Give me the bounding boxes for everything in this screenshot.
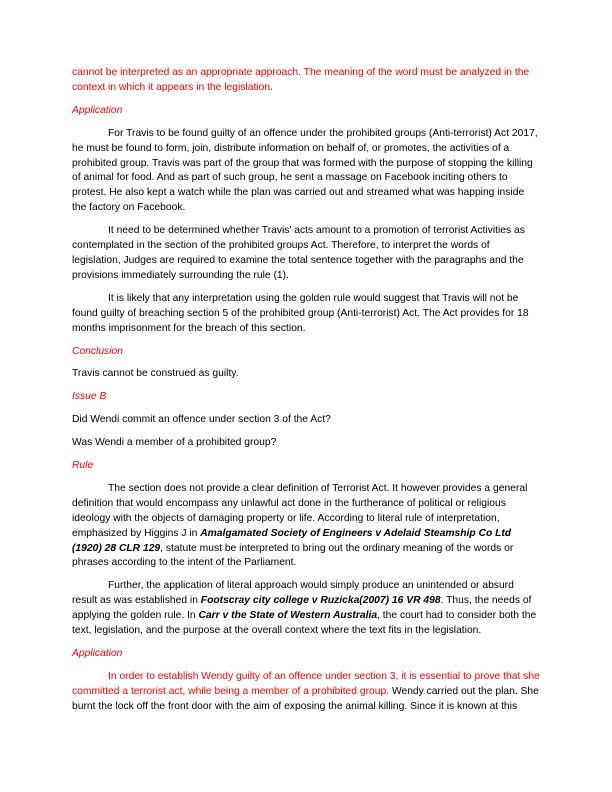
conclusion-heading: Conclusion: [72, 345, 123, 357]
rule-p2-text-c: , the court had to consider both the text, legislation, and the purpose at the overall context where the text fits in the legislation.: [72, 610, 537, 637]
intro-paragraph: cannot be interpreted as an appropriate approach. The meaning of the word must be analyzed in the context in which it appears in the legislation.: [72, 67, 530, 93]
application-b-red-text: In order to establish Wendy guilty of an offence under section 3, it is essential to prove that she committed a terrorist act, while being a member of a prohibited group.: [72, 670, 540, 697]
application-b-paragraph: [72, 670, 540, 715]
document-page: [72, 66, 540, 723]
application-paragraph-2: It need to be determined whether Travis' acts amount to a promotion of terrorist Activities as contemplated in the section of the prohibited groups Act. Therefore, to interpret the words of legislation, Judges are required to examine the total sentence together with the paragraphs and the provisions immediately surrounding the rule (1).: [72, 225, 525, 281]
issue-b-question-2: Was Wendi a member of a prohibited group?: [72, 437, 277, 449]
case-citation-carr: Carr v the State of Western Australia: [198, 610, 378, 622]
rule-p1-text-b: , statute must be interpreted to bring out the ordinary meaning of the words or phrases according to the intent of the Parliament.: [72, 542, 514, 569]
rule-p1-text-a: The section does not provide a clear definition of Terrorist Act. It however provides a general definition that would encompass any unlawful act done in the furtherance of political or religious ideology with the objects of damaging property or life. According to literal rule of interpretation, emphasized by Higgins J in: [72, 482, 528, 539]
application-heading: Application: [72, 104, 123, 116]
rule-p2-text-b: . Thus, the needs of applying the golden rule. In: [72, 595, 532, 622]
rule-paragraph-1: [72, 482, 540, 571]
application-b-black-text: Wendy carried out the plan. She burnt the lock off the front door with the aim of exposing the animal killing. Since it is known at this: [72, 685, 539, 712]
issue-b-question-1: Did Wendi commit an offence under section 3 of the Act?: [72, 414, 331, 426]
issue-b-heading: Issue B: [72, 391, 107, 403]
case-citation-footscray: Footscray city college v Ruzicka(2007) 16 VR 498: [200, 595, 441, 607]
rule-paragraph-2: [72, 579, 540, 639]
application-b-heading: Application: [72, 648, 123, 659]
case-citation-amalgamated: Amalgamated Society of Engineers v Adelaid Steamship Co Ltd (1920) 28 CLR 129: [72, 527, 512, 554]
conclusion-text: Travis cannot be construed as guilty.: [72, 368, 239, 380]
rule-heading: Rule: [72, 460, 94, 472]
application-paragraph-1: For Travis to be found guilty of an offence under the prohibited groups (Anti-terrorist) Act 2017, he must be found to form, join, distribute information on behalf of, or promotes, the activities of a prohibited group. Travis was part of the group that was formed with the purpose of stopping the killing of animal for food. And as part of such group, he sent a massage on Facebook inciting others to protest. He also kept a watch while the plan was carried out and streamed what was happing inside the factory on Facebook.: [72, 127, 538, 214]
rule-p2-text-a: Further, the application of literal approach would simply produce an unintended or absurd result as was established in: [72, 580, 514, 607]
application-paragraph-3: It is likely that any interpretation using the golden rule would suggest that Travis will not be found guilty of breaching section 5 of the prohibited group (Anti-terrorist) Act. The Act provides for 18 months imprisonment for the breach of this section.: [72, 292, 529, 334]
